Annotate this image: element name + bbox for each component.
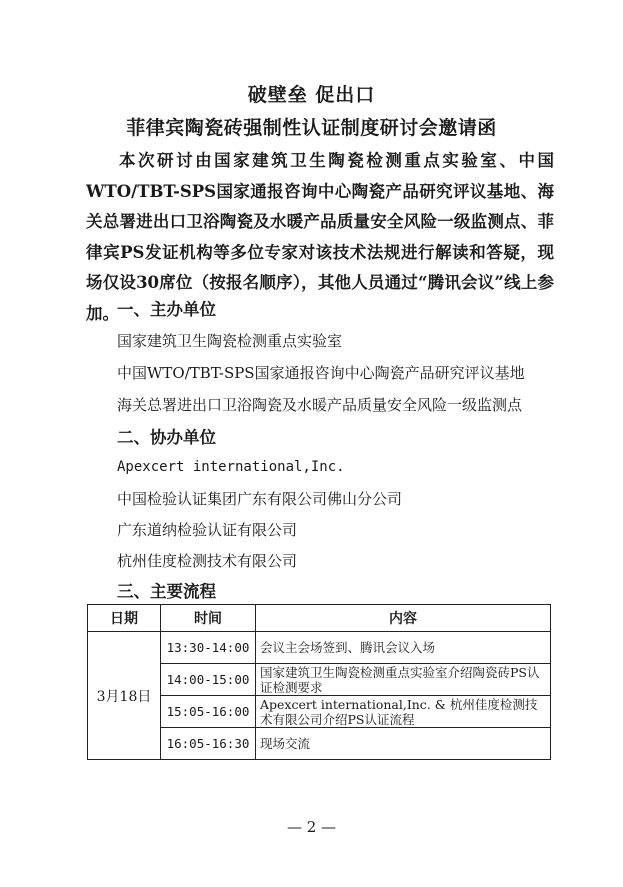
content-cell: 现场交流 — [256, 728, 551, 760]
organizer-item: 国家建筑卫生陶瓷检测重点实验室 — [117, 332, 343, 350]
co-organizer-item: 中国检验认证集团广东有限公司佛山分公司 — [117, 490, 403, 508]
co-organizer-item: 广东道纳检验认证有限公司 — [117, 521, 298, 539]
header-content: 内容 — [256, 605, 551, 632]
title-line-2: 菲律宾陶瓷砖强制性认证制度研讨会邀请函 — [126, 117, 497, 139]
co-organizer-item: Apexcert international,Inc. — [117, 459, 345, 475]
table-header-row — [88, 605, 551, 632]
section-heading-agenda: 三、主要流程 — [117, 582, 216, 601]
schedule-table — [87, 604, 551, 760]
section-heading-co-organizers: 二、协办单位 — [117, 428, 216, 447]
header-time: 时间 — [161, 605, 256, 632]
content-cell: Apexcert international,Inc. & 杭州佳度检测技术有限公司介绍PS认证流程 — [256, 696, 551, 728]
time-cell: 16:05-16:30 — [161, 728, 256, 760]
organizer-item: 海关总署进出口卫浴陶瓷及水暖产品质量安全风险一级监测点 — [117, 396, 523, 414]
time-cell: 13:30-14:00 — [161, 632, 256, 664]
page-number: — 2 — — [286, 818, 337, 836]
time-cell: 14:00-15:00 — [161, 664, 256, 696]
organizer-item: 中国WTO/TBT-SPS国家通报咨询中心陶瓷产品研究评议基地 — [117, 364, 525, 382]
title-line-1: 破壁垒 促出口 — [247, 84, 376, 106]
intro-paragraph: 本次研讨由国家建筑卫生陶瓷检测重点实验室、中国WTO/TBT-SPS国家通报咨询中心陶瓷产品研究评议基地、海关总署进出口卫浴陶瓷及水暖产品质量安全风险一级监测点、菲律宾PS发证机构等多位专家对该技术法规进行解读和答疑，现场仅设30席位（按报名顺序），其他人员通过“腾讯会议”线上参加。 — [86, 151, 554, 323]
content-cell: 国家建筑卫生陶瓷检测重点实验室介绍陶瓷砖PS认证检测要求 — [256, 664, 551, 696]
section-heading-organizers: 一、主办单位 — [117, 300, 216, 319]
co-organizer-item: 杭州佳度检测技术有限公司 — [117, 552, 298, 570]
header-date: 日期 — [88, 605, 161, 632]
date-cell: 3月18日 — [88, 632, 161, 760]
table-row — [88, 632, 551, 664]
time-cell: 15:05-16:00 — [161, 696, 256, 728]
content-cell: 会议主会场签到、腾讯会议入场 — [256, 632, 551, 664]
